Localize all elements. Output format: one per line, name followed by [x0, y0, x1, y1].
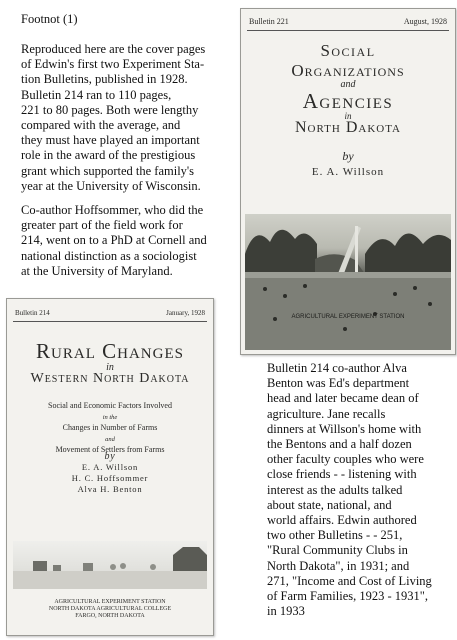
bulletin-date: August, 1928: [403, 17, 447, 26]
cover-subtitle: [7, 401, 213, 456]
text-line: other faculty couples who were: [267, 452, 424, 467]
station-line: AGRICULTURAL EXPERIMENT STATION: [54, 599, 166, 605]
text-line: dinners at Willson's home with: [267, 421, 422, 436]
text-line: national distinction as a sociologist: [21, 248, 197, 263]
cover-title-line: Organizations: [291, 61, 405, 80]
beach-scene-image: [245, 214, 451, 350]
text-line: close friends - - listening with: [267, 467, 417, 482]
cover-by: by: [342, 149, 354, 163]
text-line: Reproduced here are the cover pages: [21, 42, 206, 56]
cover-author: H. C. Hoffsommer: [71, 473, 149, 483]
cover-author: E. A. Willson: [311, 166, 385, 178]
cover-title-line: Agencies: [302, 89, 394, 113]
text-line: they must have played an important: [21, 133, 200, 148]
text-line: at the University of Maryland.: [21, 263, 173, 278]
text-line: two other Bulletins - - 251,: [267, 528, 403, 543]
footnote-title: Footnot (1): [21, 12, 78, 26]
header-rule: [13, 321, 207, 322]
header-rule: [247, 30, 449, 31]
station-line: FARGO, NORTH DAKOTA: [75, 613, 145, 619]
paragraph-hoffsommer: [21, 203, 226, 279]
text-line: tion Bulletins, published in 1928.: [21, 72, 188, 87]
cover-author: E. A. Willson: [81, 462, 139, 472]
subtitle-line: Social and Economic Factors Involved: [48, 401, 172, 410]
subtitle-connector: in the: [102, 413, 118, 421]
text-line: 214, went on to a PhD at Cornell and: [21, 233, 207, 248]
paragraph-bulletins-intro: [21, 42, 226, 194]
cover-header: [15, 309, 205, 317]
cover-title-line: Rural Changes: [36, 339, 184, 363]
text-line: agriculture. Jane recalls: [267, 406, 386, 421]
text-line: compared with the average, and: [21, 118, 181, 133]
text-line: about state, national, and: [267, 497, 392, 512]
cover-by: by: [104, 451, 116, 462]
text-line: 271, "Income and Cost of Living: [267, 573, 432, 588]
text-line: role in the award of the prestigious: [21, 148, 196, 163]
station-line: NORTH DAKOTA AGRICULTURAL COLLEGE: [48, 606, 172, 612]
text-line: greater part of the field work for: [21, 218, 183, 233]
cover-title-line: North Dakota: [294, 119, 401, 136]
cover-title-connector: in: [106, 362, 114, 373]
cover-title-connector: in: [344, 111, 352, 121]
text-line: world affairs. Edwin authored: [267, 513, 417, 528]
text-line: 221 to 80 pages. Both were lengthy: [21, 102, 199, 117]
text-line: North Dakota", in 1931; and: [267, 558, 410, 573]
text-line: Co-author Hoffsommer, who did the: [21, 203, 204, 217]
text-line: Bulletin 214 co-author Alva: [267, 361, 407, 375]
farm-photo: [13, 541, 207, 589]
text-line: in 1933: [267, 604, 305, 619]
cover-author: Alva H. Benton: [77, 484, 143, 494]
text-line: Benton was Ed's department: [267, 376, 410, 391]
text-line: year at the University of Wisconsin.: [21, 178, 201, 193]
bulletin-214-cover: [6, 298, 214, 636]
subtitle-line: Changes in Number of Farms: [62, 423, 158, 432]
text-line: head and later became dean of: [267, 391, 419, 406]
cover-title-connector: and: [340, 79, 356, 90]
cover-authors: [7, 451, 213, 495]
bulletin-date: January, 1928: [166, 309, 205, 317]
text-line: interest as the adults talked: [267, 482, 403, 497]
text-line: of Farm Families, 1923 - 1931",: [267, 589, 428, 604]
cover-station: AGRICULTURAL EXPERIMENT STATION: [291, 314, 405, 320]
farm-scene-image: [13, 541, 207, 589]
cover-title-line: Social: [320, 41, 376, 60]
cover-header: [249, 17, 447, 26]
cover-title-line: Western North Dakota: [30, 371, 190, 386]
bulletin-number: Bulletin 221: [249, 17, 289, 26]
bulletin-number: Bulletin 214: [15, 309, 50, 317]
lake-beach-photo: [245, 214, 451, 350]
subtitle-connector: and: [105, 435, 115, 443]
text-line: Bulletin 214 ran to 110 pages,: [21, 87, 172, 102]
text-line: of Edwin's first two Experiment Sta-: [21, 57, 205, 72]
text-line: "Rural Community Clubs in: [267, 543, 408, 558]
text-line: the Bentons and a half dozen: [267, 437, 412, 452]
text-line: grant which supported the family's: [21, 163, 195, 178]
bulletin-221-cover: [240, 8, 456, 355]
paragraph-benton: [267, 361, 452, 619]
cover-station: [7, 599, 213, 620]
subtitle-line: Movement of Settlers from Farms: [55, 445, 165, 454]
